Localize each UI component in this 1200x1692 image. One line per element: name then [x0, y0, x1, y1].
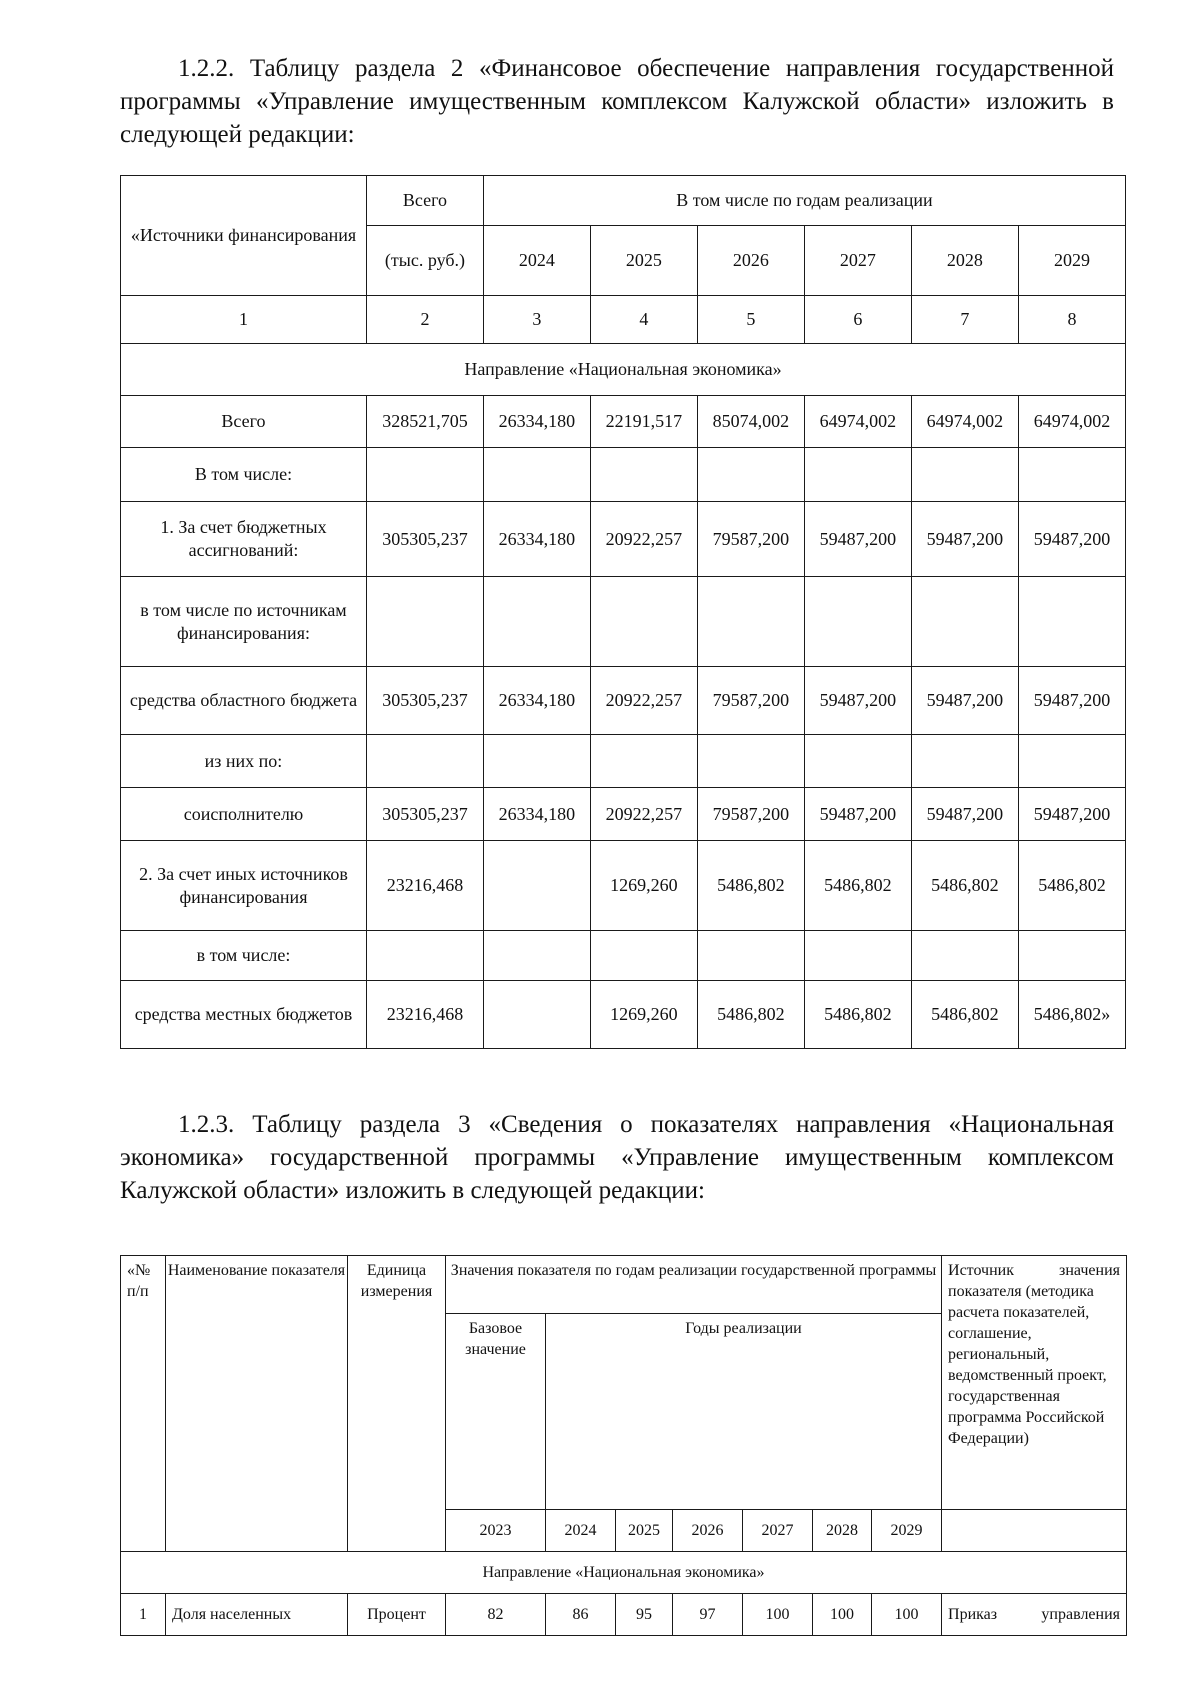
cell-value	[804, 931, 911, 981]
row-num: 1	[121, 1594, 166, 1636]
cell-value: 26334,180	[483, 667, 590, 735]
cell-value	[366, 931, 483, 981]
header-sources	[121, 176, 367, 296]
cell-value	[483, 931, 590, 981]
cell-value: 5486,802	[911, 841, 1018, 931]
cell-value: 59487,200	[1018, 788, 1125, 841]
col-number: 4	[590, 296, 697, 344]
cell-value: 95	[616, 1594, 673, 1636]
cell-value: 5486,802	[697, 841, 804, 931]
row-source: Приказ управления	[942, 1594, 1127, 1636]
cell-value: 59487,200	[804, 502, 911, 577]
cell-value: 5486,802	[697, 981, 804, 1049]
cell-value: 1269,260	[590, 981, 697, 1049]
header-year: 2029	[872, 1510, 942, 1552]
cell-value: 64974,002	[1018, 396, 1125, 448]
cell-value: 79587,200	[697, 667, 804, 735]
header-source	[942, 1256, 1127, 1510]
cell-value: 59487,200	[804, 667, 911, 735]
header-year: 2028	[813, 1510, 872, 1552]
table-row	[121, 1594, 1127, 1636]
col-number: 6	[804, 296, 911, 344]
header-year: 2027	[804, 226, 911, 296]
cell-value: 100	[872, 1594, 942, 1636]
row-label: В том числе:	[121, 448, 367, 502]
cell-value: 100	[743, 1594, 813, 1636]
table-row	[121, 735, 1126, 788]
cell-value: 59487,200	[1018, 667, 1125, 735]
cell-value	[804, 448, 911, 502]
cell-value	[1018, 448, 1125, 502]
cell-value: 86	[546, 1594, 616, 1636]
paragraph-1-2-3: 1.2.3. Таблицу раздела 3 «Сведения о показателях направления «Национальная экономика» государственной программы «Управление имущественным комплексом Калужской области» изложить в следующей редакции:	[120, 1111, 1114, 1204]
header-total-unit: (тыс. руб.)	[366, 226, 483, 296]
cell-value: 59487,200	[911, 667, 1018, 735]
table-row	[121, 788, 1126, 841]
cell-value: 64974,002	[804, 396, 911, 448]
cell-value	[1018, 577, 1125, 667]
cell-value: 23216,468	[366, 981, 483, 1049]
row-label: в том числе по источникам финансирования:	[121, 577, 367, 667]
col-number: 2	[366, 296, 483, 344]
cell-value	[911, 931, 1018, 981]
header-name: Наименование показателя	[166, 1256, 348, 1552]
cell-value: 20922,257	[590, 667, 697, 735]
cell-value	[697, 448, 804, 502]
row-base: 82	[446, 1594, 546, 1636]
cell-value: 5486,802	[911, 981, 1018, 1049]
row-unit: Процент	[348, 1594, 446, 1636]
column-number-row	[121, 296, 1126, 344]
cell-value	[697, 735, 804, 788]
col-number: 7	[911, 296, 1018, 344]
header-year: 2025	[616, 1510, 673, 1552]
row-label: средства местных бюджетов	[121, 981, 367, 1049]
header-year: 2026	[697, 226, 804, 296]
cell-value	[590, 577, 697, 667]
cell-value: 22191,517	[590, 396, 697, 448]
cell-value: 59487,200	[804, 788, 911, 841]
cell-value	[483, 577, 590, 667]
cell-value	[804, 577, 911, 667]
section-title: Направление «Национальная экономика»	[121, 344, 1126, 396]
cell-value: 26334,180	[483, 788, 590, 841]
cell-value: 5486,802	[804, 841, 911, 931]
header-year: 2024	[483, 226, 590, 296]
row-label: из них по:	[121, 735, 367, 788]
cell-value: 5486,802	[1018, 841, 1125, 931]
row-label: 1. За счет бюджетных ассигнований:	[121, 502, 367, 577]
header-row-1	[121, 1256, 1127, 1314]
header-year: 2028	[911, 226, 1018, 296]
table-row	[121, 667, 1126, 735]
header-row-1	[121, 176, 1126, 226]
table-row	[121, 981, 1126, 1049]
header-year: 2024	[546, 1510, 616, 1552]
cell-value: 328521,705	[366, 396, 483, 448]
cell-value: 59487,200	[911, 502, 1018, 577]
cell-value: 305305,237	[366, 502, 483, 577]
row-label: в том числе:	[121, 931, 367, 981]
cell-value: 5486,802	[804, 981, 911, 1049]
header-base-year: 2023	[446, 1510, 546, 1552]
cell-value	[911, 735, 1018, 788]
table-row	[121, 448, 1126, 502]
cell-value: 1269,260	[590, 841, 697, 931]
table-row	[121, 396, 1126, 448]
header-total: Всего	[366, 176, 483, 226]
cell-value: 26334,180	[483, 502, 590, 577]
row-label: 2. За счет иных источников финансирования	[121, 841, 367, 931]
row-name: Доля населенных	[166, 1594, 348, 1636]
cell-value	[483, 981, 590, 1049]
cell-value: 5486,802»	[1018, 981, 1125, 1049]
cell-value	[366, 577, 483, 667]
cell-value: 97	[673, 1594, 743, 1636]
section-title: Направление «Национальная экономика»	[121, 1552, 1127, 1594]
cell-value: 305305,237	[366, 667, 483, 735]
header-empty	[942, 1510, 1127, 1552]
header-year: 2025	[590, 226, 697, 296]
cell-value	[366, 735, 483, 788]
col-number: 5	[697, 296, 804, 344]
cell-value	[1018, 735, 1125, 788]
cell-value	[911, 577, 1018, 667]
cell-value	[697, 577, 804, 667]
header-unit: Единица измерения	[348, 1256, 446, 1552]
header-num: «№ п/п	[121, 1256, 166, 1552]
header-base: Базовое значение	[446, 1314, 546, 1510]
section-row	[121, 1552, 1127, 1594]
cell-value: 64974,002	[911, 396, 1018, 448]
section-row	[121, 344, 1126, 396]
cell-value	[366, 448, 483, 502]
indicators-table	[120, 1255, 1127, 1636]
table-row	[121, 502, 1126, 577]
col-number: 8	[1018, 296, 1125, 344]
cell-value: 85074,002	[697, 396, 804, 448]
cell-value: 79587,200	[697, 502, 804, 577]
header-year: 2029	[1018, 226, 1125, 296]
cell-value: 59487,200	[911, 788, 1018, 841]
table-row	[121, 931, 1126, 981]
cell-value	[483, 841, 590, 931]
cell-value	[911, 448, 1018, 502]
header-source-line1: Источник значения	[948, 1262, 1121, 1279]
header-source-rest: показателя (методика расчета показателей, соглашение, региональный, ведомственный проект, государственная программа Российской Федерации)	[948, 1283, 1107, 1447]
header-sources-label: «Источники финансирования	[130, 225, 357, 245]
header-year: 2027	[743, 1510, 813, 1552]
cell-value: 100	[813, 1594, 872, 1636]
cell-value	[590, 448, 697, 502]
header-values-group: Значения показателя по годам реализации государственной программы	[446, 1256, 942, 1314]
cell-value: 305305,237	[366, 788, 483, 841]
col-number: 3	[483, 296, 590, 344]
row-label: соисполнителю	[121, 788, 367, 841]
cell-value: 26334,180	[483, 396, 590, 448]
cell-value: 59487,200	[1018, 502, 1125, 577]
row-label: средства областного бюджета	[121, 667, 367, 735]
cell-value	[697, 931, 804, 981]
cell-value	[483, 448, 590, 502]
cell-value: 23216,468	[366, 841, 483, 931]
cell-value	[590, 735, 697, 788]
cell-value	[1018, 931, 1125, 981]
cell-value	[804, 735, 911, 788]
cell-value: 20922,257	[590, 788, 697, 841]
table-row	[121, 841, 1126, 931]
cell-value: 79587,200	[697, 788, 804, 841]
cell-value: 20922,257	[590, 502, 697, 577]
header-years-group: В том числе по годам реализации	[483, 176, 1125, 226]
financing-table	[120, 175, 1126, 1049]
header-years-group: Годы реализации	[546, 1314, 942, 1510]
header-year: 2026	[673, 1510, 743, 1552]
row-label: Всего	[121, 396, 367, 448]
table-row	[121, 577, 1126, 667]
cell-value	[590, 931, 697, 981]
paragraph-1-2-2: 1.2.2. Таблицу раздела 2 «Финансовое обеспечение направления государственной программы «Управление имущественным комплексом Калужской области» изложить в следующей редакции:	[120, 55, 1114, 148]
col-number: 1	[121, 296, 367, 344]
cell-value	[483, 735, 590, 788]
